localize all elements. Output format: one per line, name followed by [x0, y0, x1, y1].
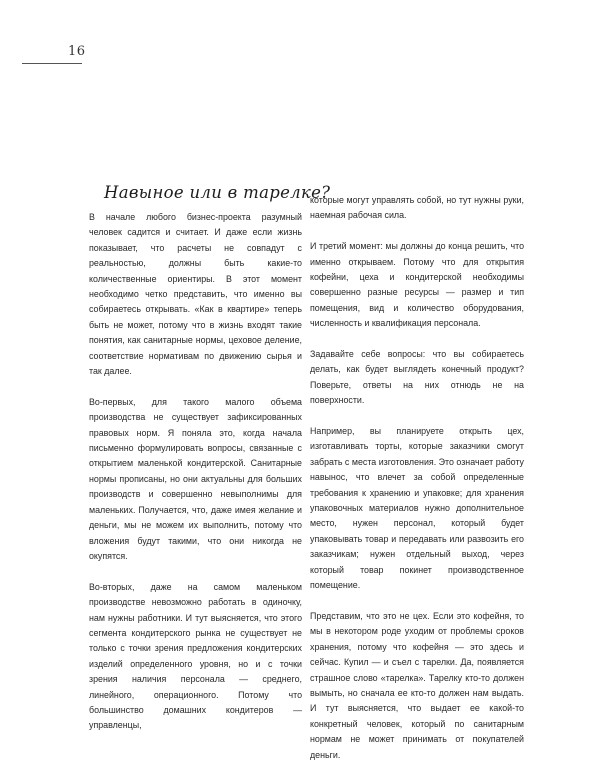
paragraph: Во-первых, для такого малого объема производства не существует зафиксированных правовых норм. Я поняла это, когда начала письменно формулировать вопросы, связанные с открытием маленькой кондитерской. Санитарные нормы прописаны, но они актуальны для больших производств и совершенно невыполнимы для маленьких. Получается, что, даже имея желание и деньги, мы не можем их выполнить, потому что вложения будут такими, что они никогда не окупятся.: [89, 396, 302, 561]
paragraph: Задавайте себе вопросы: что вы собираетесь делать, как будет выглядеть конечный продукт? Поверьте, ответы на них отнюдь не на поверхности.: [310, 349, 524, 406]
paragraph: которые могут управлять собой, но тут нужны руки, наемная рабочая сила.: [310, 195, 524, 221]
page-number-rule: [22, 63, 82, 64]
page-number: 16: [68, 44, 86, 59]
paragraph: В начале любого бизнес-проекта разумный человек садится и считает. И даже если жизнь показывает, что расчеты не совпадут с реальностью, должны быть какие-то количественные ориентиры. В этот момент необходимо четко представить, что именно вы собираетесь открывать. «Как в квартире» теперь быть не может, потому что в жизнь входят такие понятия, как санитарные нормы, цеховое деление, соответствие нормативам по движению сырья и так далее.: [89, 212, 302, 377]
paragraph: И третий момент: мы должны до конца решить, что именно открываем. Потому что для открытия кофейни, цеха и кондитерской необходимы совершенно разные ресурсы — размер и тип помещения, вид и количество оборудования, численность и квалификация персонала.: [310, 241, 524, 329]
right-column: [310, 193, 524, 778]
left-column: [89, 210, 302, 749]
paragraph: Представим, что это не цех. Если это кофейня, то мы в некотором роде уходим от проблемы сроков хранения, потому что кофейня — это здесь и сейчас. Купил — и съел с тарелки. Да, появляется страшное слово «тарелка». Тарелку кто-то должен вымыть, но сначала ее кто-то должен нам выдать. И тут выясняется, что выдает ее какой-то конкретный человек, который по санитарным нормам не может принимать от покупателей деньги.: [310, 610, 524, 760]
section-title: Навыное или в тарелке?: [104, 183, 331, 202]
paragraph: Во-вторых, даже на самом маленьком производстве невозможно работать в одиночку, нам нужны работники. И тут выясняется, что этого сегмента кондитерского рынка не существует не только с точки зрения предложения кондитерских изделий определенного уровня, но и с точки зрения наличия персонала — среднего, линейного, операционного. Потому что большинство домашних кондитеров — управленцы,: [89, 581, 302, 731]
paragraph: Например, вы планируете открыть цех, изготавливать торты, которые заказчики смогут забрать с места изготовления. Это означает работу навынос, что влечет за собой определенные требования к хранению и упаковке; для хранения упаковочных материалов нужно дополнительное место, нужен персонал, который будет упаковывать товар и передавать или развозить его заказчикам; нужен отдельный выход, через который товар покинет производственное помещение.: [310, 426, 524, 591]
